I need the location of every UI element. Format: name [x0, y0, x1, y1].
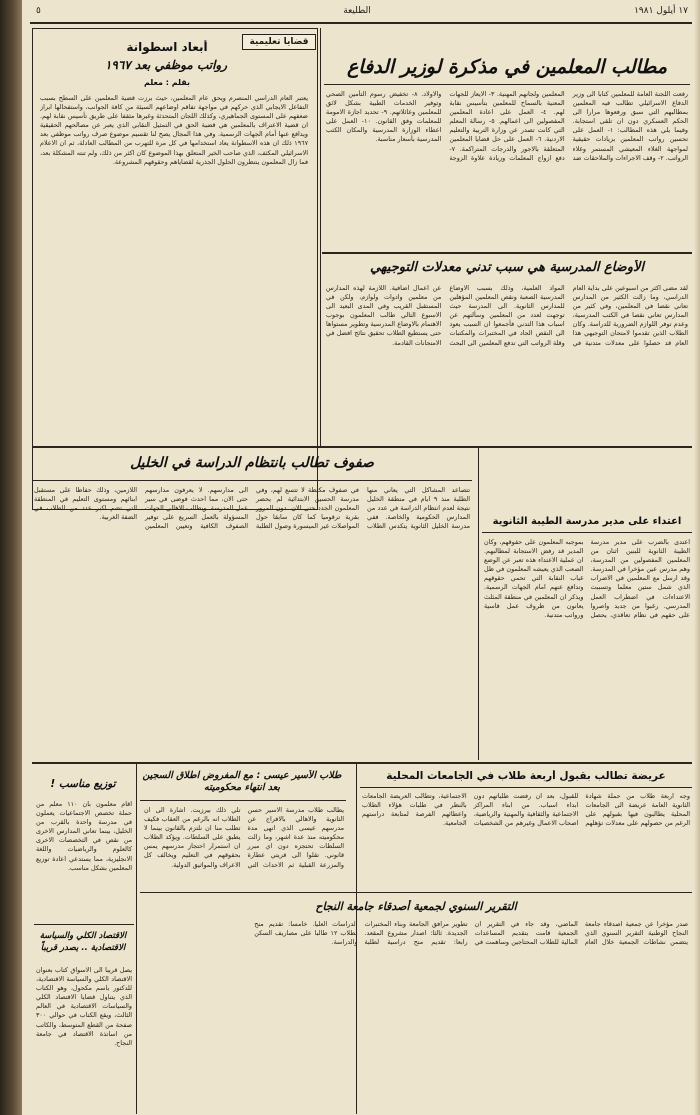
paper-name: الطليعة: [343, 6, 371, 16]
main-bottom-rule: [322, 252, 692, 254]
najah-top-rule: [140, 892, 692, 893]
left-column-divider: [136, 764, 137, 1114]
principal-headline-rule: [482, 532, 692, 533]
distribution-headline: توزيع مناسب !: [50, 778, 116, 790]
universities-body: وجه اربعة طلاب من حملة شهادة الثانوية العامة عريضة الى الجامعات المحلية يطالبون فيها بقبولهم على الرغم من حصولهم على معدلات تؤهلهم للقبول، بعد ان رفضت طلباتهم دون ابداء اسباب. من ابناء المراكز الاجتماعية والثقافية والمهنية والرياضية، اصحاب الاعمال وغيرهم من الشخصيات الاجتماعية، وتطالب العريضة الجامعات بالنظر في طلبات هؤلاء الطلاب واعطائهم الفرصة لمتابعة دراستهم الجامعية.: [362, 792, 690, 828]
education-headline: الأوضاع المدرسية هي سبب تدني معدلات التوجيهي: [369, 260, 645, 275]
principal-body: اعتدى بالضرب على مدير مدرسة الطيبة الثانوية للبنين اثنان من المعلمين المفصولين من المدرسة، وهم مدرس عين مؤخرا في المدرسة. وقد ارسل مع المعلمين في الاضراب الذي شمل ستين معلما وتسببت الاعتداءات في اضطراب العمل المدرسي. رغبوا من جديد واصروا على حقهم في نظام تعاقدي، يحصل بموجبه المعلمون على حقوقهم، وكان المدير قد رفض الاستجابة لمطالبهم. ان عملية الاعتداء هذه تعبر عن الوضع الصعب الذي يعيشه المعلمون في ظل غياب النقابة التي تحمي حقوقهم وتدافع عنهم امام الجهات الرسمية. ويذكر ان المعلمين في منطقة المثلث يعانون من ظروف عمل قاسية ورواتب متدنية.: [484, 538, 690, 619]
issue-date: ١٧ أيلول ١٩٨١: [634, 6, 688, 16]
prisoner-body: يطالب طلاب مدرسة الاسير حسن الثانوية والاهالي بالافراج عن مدرسهم عيسى الذي انهى مدة محكوميته منذ عدة اشهر، وما زالت السلطات تحتجزه دون اي مبرر قانوني. تقلوا الى قريتي عطارة والمزرعة القبلية ثم الاحداث التي تلي ذلك بيرزيت. اشارة الى ان الطلاب انه بالرغم من العقاب فكيف تطلب منا ان نلتزم بالقانون بينما لا يطبق على السلطات. ويؤكد الطلاب ان استمرار احتجاز مدرسهم يمس بحقوقهم في التعليم ويخالف كل الاعراف والمواثيق الدولية.: [144, 806, 344, 869]
sidebar-section-title: قضايا تعليمية: [242, 34, 316, 50]
sidebar-body: يعتبر العام الدراسي المنصرم ويحق عام المعلمين، حيث برزت قضية المعلمين على السطح بسبب التفاعل الايجابي الذي حركهم في مواجهة تفاقم اوضاعهم السيئة من كافة الجوانب، واستفحالها ابراز ضعفهم على المستوى الجماهيري، وكذلك اللجان المتحدثة وغيرها مثقفا على طريق تأسيس نقابة لهم. ان قضية الاعتراف بالمعلمين هي قضية الحق في التمثيل النقابي الذي يعبر عن مصالحهم الحقيقية ويدافع عنها أمام الجهات الرسمية. وفي هذا المجال يصح لنا تقسيم موضوع صرف رواتب موظفي بعد ١٩٦٧ ذلك ان هذه الاسطوانة يعاد استخدامها في كل مرة للتهرب من المطالب العادلة، ثم ان الاعلام الاسرائيلي المكثف، الذي صاحب الخير المتعلق بهذا الموضوع كان اكثر من ذلك، ولم تنته المشكلة بعد، فما زال المعلمون ينتظرون الحلول الجذرية لقضاياهم وحقوقهم المشروعة.: [40, 94, 308, 166]
universities-headline: عريضة تطالب بقبول أربعة طلاب في الجامعات المحلية: [386, 770, 666, 782]
principal-headline: اعتداء على مدير مدرسة الطيبة الثانوية: [492, 516, 682, 527]
main-headline: مطالب المعلمين في مذكرة لوزير الدفاع: [346, 56, 668, 78]
prisoner-headline-rule: [140, 800, 346, 801]
prisoner-headline: طلاب الأسير عيسى : مع المفروض اطلاق السجين بعد انتهاء محكوميته: [142, 770, 342, 793]
header-rule: [30, 22, 692, 24]
sidebar-title-line2: رواتب موظفي بعد ١٩٦٧: [104, 58, 228, 72]
binding-edge: [0, 0, 22, 1115]
education-body: لقد مضى اكثر من اسبوعين على بداية العام الدراسي، وما زالت الكثير من المدارس تعاني نقصا في المعلمين، وفي كثير من المدارس تعاني نقصا في الكتب المدرسية، وعدم توفر اللوازم الضرورية للدراسة. وكان الطلاب الذين تقدموا لامتحان التوجيهي هذا العام قد حصلوا على معدلات متدنية في المواد العلمية، وذلك بسبب الاوضاع المدرسية الصعبة ونقص المعلمين المؤهلين للمدارس الثانوية. الى المدرسة حيث توجهت لعدد من المعلمين وسألتهم عن اسباب هذا التدني فأجمعوا ان السبب يعود الى النقص الحاد في المختبرات والمكتبات وقلة الرواتب التي تدفع المعلمين الى البحث عن اعمال اضافية. اللازمة لهذه المدارس من معلمين وادوات ولوازم، ولكن في المستقبل القريب وفي المدى البعيد الى الاسبوع التالي طالب المعلمون بوجوب الاهتمام بالاوضاع المدرسية وتطوير مستواها حتى يستطيع الطلاب تحقيق نتائج افضل في الامتحانات القادمة.: [326, 284, 688, 347]
lower-page-rule: [32, 762, 692, 764]
hebron-headline-rule: [32, 480, 472, 481]
hebron-headline: صفوف تطالب بانتظام الدراسة في الخليل: [130, 455, 374, 471]
economy-body: يصل قريبا الى الاسواق كتاب بعنوان الاقتصاد الكلي والسياسة الاقتصادية، للدكتور باسم مكحول، وهو الكتاب الذي يتناول قضايا الاقتصاد الكلي والسياسات الاقتصادية في العالم الثالث، ويقع الكتاب في حوالي ٣٠٠ صفحة من القطع المتوسط، والكاتب من اساتذة الاقتصاد في جامعة النجاح.: [36, 966, 132, 1047]
najah-body: صدر مؤخرا عن جمعية اصدقاء جامعة النجاح الوطنية التقرير السنوي الذي يتضمن نشاطات الجمعية خلال العام الماضي، وقد جاء في التقرير ان الجمعية قامت بتقديم المساعدات المالية للطلاب المحتاجين وساهمت في تطوير مرافق الجامعة وبناء المختبرات الجديدة. ثالثا: اصدار مشروع المقعد. رابعا: تقديم منح دراسية لطلبة الدراسات العليا. خامسا: تقديم منح لطلاب ١٢ طالبا على مصاريف السكن والدراسة.: [254, 920, 688, 947]
economy-headline: الاقتصاد الكلي والسياسة الاقتصادية .. يصدر قريباً: [39, 931, 127, 953]
main-body: رفعت اللجنة العامة للمعلمين كتابا الى وزير الدفاع الاسرائيلي تطالب فيه المعلمين بمطالبهم التي سبق ورفعوها مرارا الى الحكم العسكري دون ان تلقى استجابة. وفيما يلي هذه المطالب: ١- العمل على تحسين رواتب المعلمين بزيادات حقيقية لمواجهة الغلاء المعيشي المستمر وغلاء الرواتب. ٢- وقف الاجراءات والملاحقات ضد المعلمين ولجانهم المهنية. ٣- الايعاز للجهات المعنية بالسماح للمعلمين بتأسيس نقابة لهم. ٤- العمل على اعادة المعلمين المفصولين الى اعمالهم. ٥- رسالة المعلم التي كانت تصدر عن وزارة التربية والتعليم الاردنية. ٦- العمل على حل قضايا المعلمين المتعلقة بالاجور والدرجات المتراكمة. ٧- دفع ازواج المعلمات وزيادة علاوة الزوجة والاولاد. ٨- تخفيض رسوم التأمين الصحي وتوفير الخدمات الطبية بشكل لائق للمعلمين وعائلاتهم. ٩- تحديد اجازة الامومة للمعلمات وفق القانون. ١٠- العمل على اعطاء الوزارة المدرسية والمكان الكتب المدرسية بأسعار مناسبة.: [326, 90, 688, 162]
page-number: ٥: [36, 6, 41, 16]
page-edge-shade: [694, 0, 700, 1115]
mid-page-rule: [32, 446, 692, 448]
newspaper-page: [22, 0, 700, 1115]
distribution-rule: [34, 924, 134, 925]
column-divider: [320, 28, 321, 448]
sidebar-title-line1: أبعاد اسطوانة: [126, 40, 208, 54]
universities-headline-rule: [360, 787, 692, 788]
hebron-body: تتصاعد المشاكل التي يعاني منها الطلبة منذ ٩ ايام في منطقة الخليل نتيجة لعدم انتظام الدراسة في عدد من المدارس الحكومية والخاصة. ففي مدرسة الخليل الثانوية يتكدس الطلاب في صفوف مكتظة لا تتسع لهم، وفي مدرسة الحسين الابتدائية لم يحضر المعلمون الجدد حتى الان. دون المرور بقرية ترقوميا كما كان سابقا حول المواصلات غير الميسورة وصول الطلبة الى مدارسهم. لا يعرفون مدارسهم حتى الان، مما احدث فوضى في سير عمل المدرسة. ويطالب الاهالي الجهات المسؤولة بالعمل السريع على توفير الصفوف الكافية وتعيين المعلمين اللازمين، وذلك حفاظا على مستقبل ابنائهم ومستوى التعليم في المنطقة التي تضم اكبر عدد من الطلاب في الضفة الغربية.: [34, 486, 470, 531]
najah-headline: التقرير السنوي لجمعية أصدقاء جامعة النجاح: [315, 900, 517, 913]
principal-divider: [478, 448, 479, 760]
main-headline-rule: [324, 84, 690, 85]
distribution-body: اقام معلمون بان ١١٠ معلم من حملة تخصص الاجتماعيات يعملون في مدرسة واحدة بالقرب من الخليل، بينما تعاني المدارس الاخرى من نقص في التخصصات الاخرى كالعلوم والرياضيات واللغة الانجليزية، مما يستدعي اعادة توزيع المعلمين بشكل مناسب.: [36, 800, 132, 872]
sidebar-byline: بقلم : معلم: [143, 78, 191, 87]
